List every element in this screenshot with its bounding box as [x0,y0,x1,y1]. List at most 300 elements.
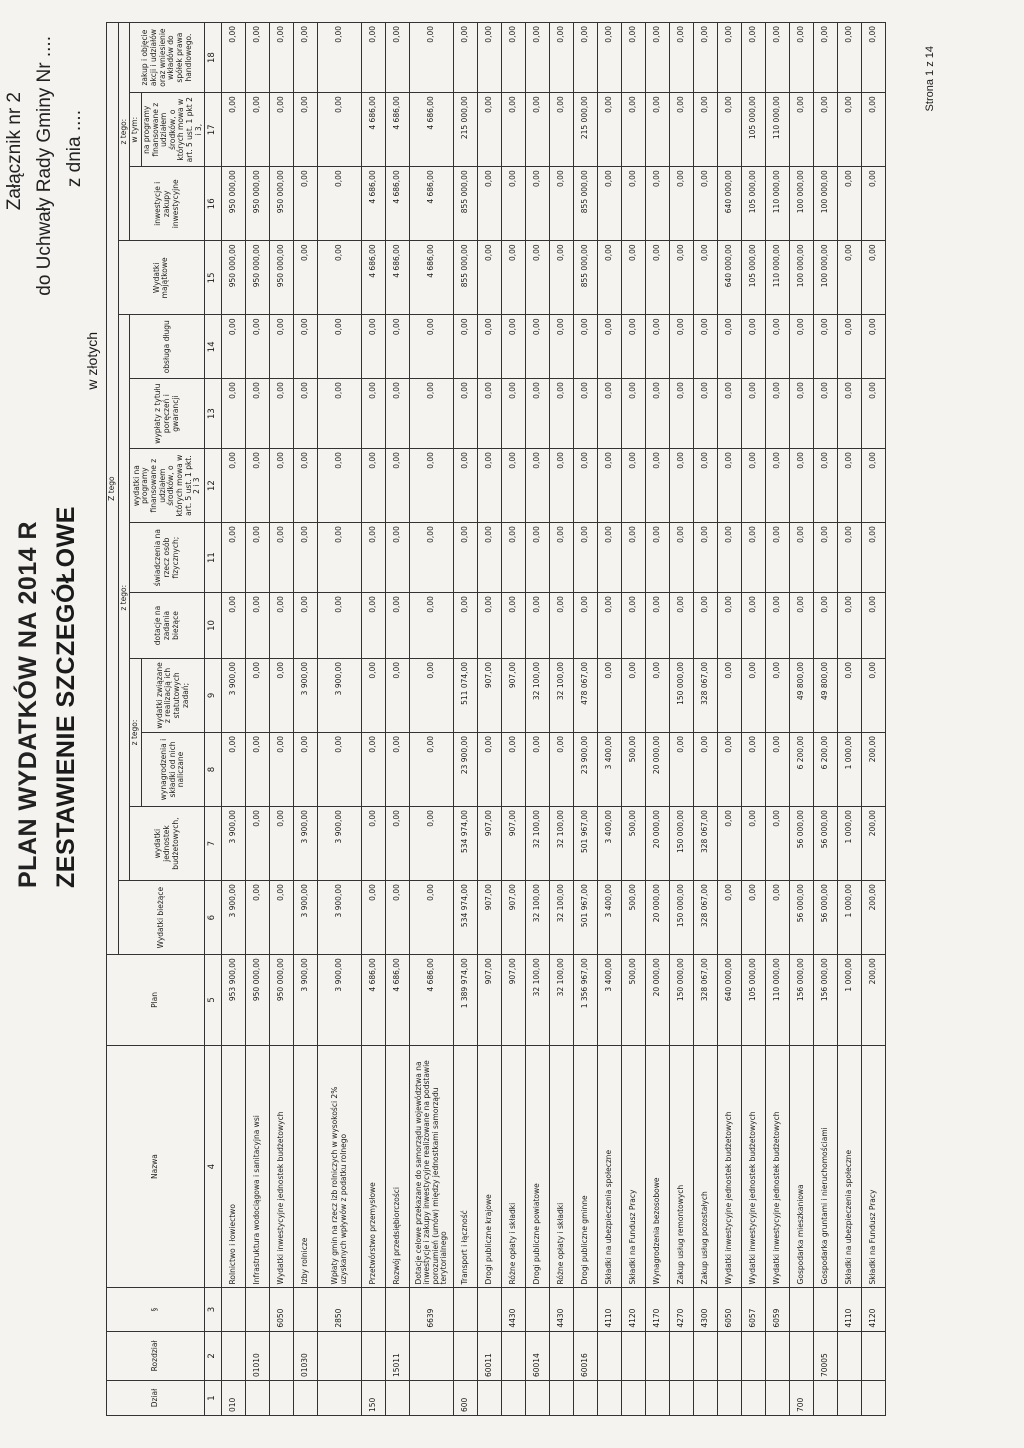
cell-wynagrodzenia: 0,00 [718,732,742,806]
cell-nazwa: Wydatki inwestycyjne jednostek budżetowych [766,1045,790,1288]
cell-wydatki-biezace: 500,00 [622,881,646,955]
header-dotacje: dotacje na zadania bieżące [130,593,205,659]
cell-dzial [386,1381,410,1416]
cell-obsluga-dlugu: 0,00 [550,315,574,379]
cell-na-programy: 105 000,00 [742,93,766,167]
cell-swiadczenia: 0,00 [526,523,550,593]
cell-wynagrodzenia: 0,00 [362,732,386,806]
cell-nazwa: Zakup usług remontowych [670,1045,694,1288]
cell-plan: 105 000,00 [742,955,766,1046]
header-nazwa: Nazwa [107,1045,205,1288]
cell-wydatki-majatkowe: 950 000,00 [270,241,294,315]
cell-wynagrodzenia: 0,00 [550,732,574,806]
cell-na-programy: 0,00 [502,93,526,167]
cell-wydatki-biezace: 56 000,00 [790,881,814,955]
cell-wydatki-biezace: 3 900,00 [318,881,362,955]
cell-na-programy: 0,00 [270,93,294,167]
cell-paragraf: 6050 [718,1288,742,1331]
column-number: 1 [205,1381,222,1416]
cell-inwestycje: 0,00 [550,167,574,241]
cell-obsluga-dlugu: 0,00 [646,315,670,379]
cell-wydatki-programy: 0,00 [294,449,318,523]
cell-wydatki-jednostek: 328 067,00 [694,807,718,881]
cell-dzial [598,1381,622,1416]
cell-wydatki-majatkowe: 105 000,00 [742,241,766,315]
cell-wynagrodzenia: 0,00 [318,732,362,806]
cell-na-programy: 0,00 [646,93,670,167]
cell-obsluga-dlugu: 0,00 [622,315,646,379]
cell-inwestycje: 4 686,00 [410,167,454,241]
cell-wyplaty: 0,00 [526,379,550,449]
cell-nazwa: Wpłaty gmin na rzecz izb rolniczych w wysokości 2% uzyskanych wpływów z podatku rolnego [318,1045,362,1288]
cell-inwestycje: 640 000,00 [718,167,742,241]
cell-nazwa: Wydatki inwestycyjne jednostek budżetowych [718,1045,742,1288]
cell-wyplaty: 0,00 [550,379,574,449]
cell-wydatki-majatkowe: 0,00 [694,241,718,315]
table-row [694,23,718,1416]
table-row [718,23,742,1416]
header-w-tym: w tym: [130,93,142,167]
cell-wyplaty: 0,00 [670,379,694,449]
cell-wydatki-jednostek: 56 000,00 [790,807,814,881]
header-wynagrodzenia: wynagrodzenia i składki od nich naliczane [141,732,204,806]
cell-nazwa: Przetwórstwo przemysłowe [362,1045,386,1288]
currency-label: w złotych [84,332,100,390]
cell-inwestycje: 855 000,00 [454,167,478,241]
cell-wyplaty: 0,00 [598,379,622,449]
cell-wydatki-biezace: 0,00 [386,881,410,955]
cell-inwestycje: 0,00 [670,167,694,241]
cell-dotacje: 0,00 [294,593,318,659]
column-number: 11 [205,523,222,593]
cell-wydatki-majatkowe: 4 686,00 [386,241,410,315]
cell-nazwa: Składki na Fundusz Pracy [862,1045,886,1288]
cell-swiadczenia: 0,00 [246,523,270,593]
column-number: 12 [205,449,222,523]
cell-wyplaty: 0,00 [862,379,886,449]
header-paragraf: § [107,1288,205,1331]
column-number: 6 [205,881,222,955]
cell-wydatki-majatkowe: 0,00 [670,241,694,315]
cell-obsluga-dlugu: 0,00 [838,315,862,379]
cell-inwestycje: 0,00 [646,167,670,241]
cell-zakup-akcji: 0,00 [862,23,886,93]
cell-obsluga-dlugu: 0,00 [598,315,622,379]
cell-swiadczenia: 0,00 [222,523,246,593]
cell-zakup-akcji: 0,00 [694,23,718,93]
cell-wydatki-zwiazane: 0,00 [766,658,790,732]
cell-wynagrodzenia: 0,00 [502,732,526,806]
header-inwestycje: inwestycje i zakupy inwestycyjne [130,167,205,241]
cell-dzial [270,1381,294,1416]
cell-wyplaty: 0,00 [574,379,598,449]
cell-obsluga-dlugu: 0,00 [790,315,814,379]
header-z-tego: Z tego [107,23,119,955]
cell-rozdzial [622,1331,646,1380]
cell-wyplaty: 0,00 [622,379,646,449]
cell-paragraf: 4270 [670,1288,694,1331]
cell-plan: 500,00 [622,955,646,1046]
cell-zakup-akcji: 0,00 [410,23,454,93]
cell-dzial [718,1381,742,1416]
cell-wynagrodzenia: 23 900,00 [454,732,478,806]
cell-wydatki-programy: 0,00 [670,449,694,523]
cell-nazwa: Rolnictwo i łowiectwo [222,1045,246,1288]
cell-wydatki-zwiazane: 49 800,00 [814,658,838,732]
cell-zakup-akcji: 0,00 [526,23,550,93]
cell-wydatki-zwiazane: 0,00 [362,658,386,732]
cell-zakup-akcji: 0,00 [294,23,318,93]
cell-swiadczenia: 0,00 [646,523,670,593]
cell-wyplaty: 0,00 [790,379,814,449]
cell-wydatki-jednostek: 32 100,00 [526,807,550,881]
cell-rozdzial: 60014 [526,1331,550,1380]
cell-wydatki-majatkowe: 640 000,00 [718,241,742,315]
cell-zakup-akcji: 0,00 [246,23,270,93]
cell-zakup-akcji: 0,00 [670,23,694,93]
cell-plan: 640 000,00 [718,955,742,1046]
cell-zakup-akcji: 0,00 [478,23,502,93]
cell-dzial [862,1381,886,1416]
cell-wynagrodzenia: 200,00 [862,732,886,806]
cell-rozdzial [670,1331,694,1380]
cell-wydatki-programy: 0,00 [550,449,574,523]
cell-nazwa: Gospodarka gruntami i nieruchomościami [814,1045,838,1288]
cell-wydatki-programy: 0,00 [362,449,386,523]
cell-rozdzial [862,1331,886,1380]
table-row [270,23,294,1416]
cell-wynagrodzenia: 0,00 [270,732,294,806]
cell-wydatki-programy: 0,00 [814,449,838,523]
cell-plan: 4 686,00 [410,955,454,1046]
cell-swiadczenia: 0,00 [622,523,646,593]
cell-wydatki-majatkowe: 950 000,00 [246,241,270,315]
cell-plan: 32 100,00 [550,955,574,1046]
header-wydatki-jednostek: wydatki jednostek budżetowych, [130,807,205,881]
cell-obsluga-dlugu: 0,00 [362,315,386,379]
cell-dotacje: 0,00 [454,593,478,659]
cell-wydatki-programy: 0,00 [318,449,362,523]
cell-wydatki-jednostek: 3 900,00 [222,807,246,881]
cell-wynagrodzenia: 0,00 [246,732,270,806]
cell-wydatki-majatkowe: 0,00 [550,241,574,315]
cell-wyplaty: 0,00 [386,379,410,449]
cell-wydatki-biezace: 20 000,00 [646,881,670,955]
cell-plan: 110 000,00 [766,955,790,1046]
cell-wynagrodzenia: 6 200,00 [790,732,814,806]
column-number: 4 [205,1045,222,1288]
date-label: z dnia .... [64,110,85,188]
cell-wynagrodzenia: 23 900,00 [574,732,598,806]
cell-swiadczenia: 0,00 [478,523,502,593]
cell-nazwa: Izby rolnicze [294,1045,318,1288]
cell-plan: 950 000,00 [270,955,294,1046]
cell-wyplaty: 0,00 [270,379,294,449]
cell-dzial [478,1381,502,1416]
cell-plan: 3 900,00 [318,955,362,1046]
cell-paragraf [362,1288,386,1331]
cell-wynagrodzenia: 0,00 [294,732,318,806]
cell-wydatki-zwiazane: 150 000,00 [670,658,694,732]
cell-rozdzial: 15011 [386,1331,410,1380]
cell-nazwa: Transport i łączność [454,1045,478,1288]
cell-wydatki-zwiazane: 0,00 [646,658,670,732]
cell-nazwa: Składki na ubezpieczenia społeczne [598,1045,622,1288]
cell-dzial: 600 [454,1381,478,1416]
cell-nazwa: Drogi publiczne gminne [574,1045,598,1288]
cell-nazwa: Drogi publiczne krajowe [478,1045,502,1288]
cell-wydatki-biezace: 0,00 [246,881,270,955]
cell-na-programy: 0,00 [790,93,814,167]
cell-inwestycje: 0,00 [526,167,550,241]
table-row [742,23,766,1416]
cell-wydatki-biezace: 0,00 [362,881,386,955]
cell-na-programy: 0,00 [246,93,270,167]
table-row [646,23,670,1416]
header-plan: Plan [107,955,205,1046]
cell-wynagrodzenia: 3 400,00 [598,732,622,806]
cell-na-programy: 0,00 [478,93,502,167]
cell-swiadczenia: 0,00 [598,523,622,593]
cell-wydatki-biezace: 0,00 [270,881,294,955]
cell-wydatki-programy: 0,00 [694,449,718,523]
expenditure-table [106,22,886,1416]
cell-rozdzial [718,1331,742,1380]
cell-inwestycje: 0,00 [862,167,886,241]
cell-plan: 150 000,00 [670,955,694,1046]
cell-paragraf: 4430 [550,1288,574,1331]
cell-paragraf: 2850 [318,1288,362,1331]
cell-plan: 156 000,00 [814,955,838,1046]
cell-na-programy: 110 000,00 [766,93,790,167]
cell-na-programy: 0,00 [222,93,246,167]
cell-swiadczenia: 0,00 [670,523,694,593]
cell-obsluga-dlugu: 0,00 [294,315,318,379]
cell-wydatki-jednostek: 20 000,00 [646,807,670,881]
cell-zakup-akcji: 0,00 [718,23,742,93]
cell-swiadczenia: 0,00 [410,523,454,593]
cell-wydatki-jednostek: 150 000,00 [670,807,694,881]
cell-wydatki-majatkowe: 0,00 [294,241,318,315]
cell-nazwa: Infrastruktura wodociągowa i sanitacyjna wsi [246,1045,270,1288]
cell-dotacje: 0,00 [862,593,886,659]
column-number: 3 [205,1288,222,1331]
cell-dotacje: 0,00 [622,593,646,659]
cell-wydatki-zwiazane: 907,00 [502,658,526,732]
cell-wydatki-jednostek: 0,00 [362,807,386,881]
cell-rozdzial [646,1331,670,1380]
column-number: 7 [205,807,222,881]
cell-wynagrodzenia: 1 000,00 [838,732,862,806]
cell-rozdzial [362,1331,386,1380]
cell-dotacje: 0,00 [246,593,270,659]
cell-plan: 1 000,00 [838,955,862,1046]
cell-nazwa: Wydatki inwestycyjne jednostek budżetowych [742,1045,766,1288]
cell-swiadczenia: 0,00 [362,523,386,593]
cell-rozdzial: 01030 [294,1331,318,1380]
cell-wyplaty: 0,00 [718,379,742,449]
cell-swiadczenia: 0,00 [454,523,478,593]
cell-na-programy: 0,00 [838,93,862,167]
cell-na-programy: 0,00 [694,93,718,167]
cell-obsluga-dlugu: 0,00 [502,315,526,379]
header-wydatki-zwiazane: wydatki związane z realizacją ich statutowych zadań; [141,658,204,732]
cell-wydatki-jednostek: 3 900,00 [318,807,362,881]
cell-zakup-akcji: 0,00 [790,23,814,93]
table-row [790,23,814,1416]
column-number: 15 [205,241,222,315]
cell-dzial [502,1381,526,1416]
cell-dzial [318,1381,362,1416]
cell-wynagrodzenia: 20 000,00 [646,732,670,806]
page-number: Strona 1 z 14 [924,46,936,112]
cell-dzial [814,1381,838,1416]
cell-wydatki-biezace: 328 067,00 [694,881,718,955]
cell-wynagrodzenia: 0,00 [222,732,246,806]
cell-inwestycje: 0,00 [694,167,718,241]
cell-na-programy: 0,00 [526,93,550,167]
cell-swiadczenia: 0,00 [766,523,790,593]
header-wyplaty: wypłaty z tytułu poręczeń i gwarancji [130,379,205,449]
cell-rozdzial: 60011 [478,1331,502,1380]
header-z-tego-majatkowe: z tego: [118,23,130,241]
cell-nazwa: Rozwój przedsiębiorczości [386,1045,410,1288]
cell-wydatki-jednostek: 0,00 [742,807,766,881]
cell-dzial [574,1381,598,1416]
cell-dotacje: 0,00 [790,593,814,659]
cell-wydatki-programy: 0,00 [502,449,526,523]
cell-na-programy: 215 000,00 [574,93,598,167]
cell-wydatki-jednostek: 56 000,00 [814,807,838,881]
cell-wydatki-programy: 0,00 [646,449,670,523]
cell-swiadczenia: 0,00 [270,523,294,593]
header-zakup-akcji: zakup i objęcie akcji i udziałów oraz wniesienie wkładów do spółek prawa handlowego. [130,23,205,93]
header-wydatki-majatkowe: Wydatki majątkowe [118,241,205,315]
cell-dotacje: 0,00 [718,593,742,659]
cell-na-programy: 0,00 [622,93,646,167]
cell-paragraf: 4110 [838,1288,862,1331]
cell-wyplaty: 0,00 [646,379,670,449]
table-row [454,23,478,1416]
cell-wydatki-jednostek: 534 974,00 [454,807,478,881]
table-row [222,23,246,1416]
cell-swiadczenia: 0,00 [742,523,766,593]
cell-wydatki-zwiazane: 32 100,00 [526,658,550,732]
cell-obsluga-dlugu: 0,00 [526,315,550,379]
cell-wydatki-zwiazane: 478 067,00 [574,658,598,732]
cell-dotacje: 0,00 [478,593,502,659]
cell-wydatki-biezace: 0,00 [742,881,766,955]
cell-wynagrodzenia: 0,00 [670,732,694,806]
cell-plan: 32 100,00 [526,955,550,1046]
cell-wydatki-zwiazane: 0,00 [270,658,294,732]
cell-wydatki-jednostek: 907,00 [478,807,502,881]
document-subtitle: ZESTAWIENIE SZCZEGÓŁOWE [52,506,80,888]
cell-zakup-akcji: 0,00 [550,23,574,93]
cell-plan: 953 900,00 [222,955,246,1046]
cell-inwestycje: 100 000,00 [814,167,838,241]
table-row [622,23,646,1416]
table-row [862,23,886,1416]
column-number: 10 [205,593,222,659]
cell-wydatki-majatkowe: 100 000,00 [790,241,814,315]
resolution-label: do Uchwały Rady Gminy Nr .... [34,36,55,296]
cell-na-programy: 0,00 [294,93,318,167]
cell-swiadczenia: 0,00 [790,523,814,593]
cell-wydatki-biezace: 56 000,00 [814,881,838,955]
cell-wydatki-jednostek: 0,00 [246,807,270,881]
cell-wydatki-majatkowe: 0,00 [318,241,362,315]
cell-wydatki-zwiazane: 0,00 [718,658,742,732]
table-row [246,23,270,1416]
header-wydatki-biezace: Wydatki bieżące [118,881,205,955]
cell-wydatki-zwiazane: 49 800,00 [790,658,814,732]
cell-na-programy: 215 000,00 [454,93,478,167]
cell-rozdzial [766,1331,790,1380]
cell-obsluga-dlugu: 0,00 [694,315,718,379]
cell-wydatki-jednostek: 200,00 [862,807,886,881]
cell-wydatki-programy: 0,00 [790,449,814,523]
cell-wydatki-majatkowe: 0,00 [478,241,502,315]
cell-wydatki-jednostek: 0,00 [766,807,790,881]
cell-wydatki-programy: 0,00 [622,449,646,523]
cell-wydatki-programy: 0,00 [718,449,742,523]
cell-plan: 1 389 974,00 [454,955,478,1046]
cell-inwestycje: 950 000,00 [270,167,294,241]
cell-zakup-akcji: 0,00 [386,23,410,93]
cell-dzial [622,1381,646,1416]
cell-wydatki-programy: 0,00 [270,449,294,523]
cell-wydatki-biezace: 0,00 [410,881,454,955]
cell-wynagrodzenia: 0,00 [766,732,790,806]
cell-dotacje: 0,00 [270,593,294,659]
table-row [814,23,838,1416]
cell-paragraf [386,1288,410,1331]
cell-swiadczenia: 0,00 [550,523,574,593]
cell-dotacje: 0,00 [670,593,694,659]
table-row [550,23,574,1416]
cell-plan: 3 400,00 [598,955,622,1046]
cell-paragraf [814,1288,838,1331]
cell-wyplaty: 0,00 [742,379,766,449]
document-title: PLAN WYDATKÓW NA 2014 R [14,520,42,888]
cell-na-programy: 0,00 [550,93,574,167]
cell-rozdzial [410,1331,454,1380]
cell-swiadczenia: 0,00 [694,523,718,593]
cell-paragraf: 4430 [502,1288,526,1331]
header-wydatki-programy: wydatki na programy finansowane z udziałem środków, o których mowa w art. 5 ust. 1 pkt. 2 i 3 [130,449,205,523]
cell-dzial: 010 [222,1381,246,1416]
cell-obsluga-dlugu: 0,00 [742,315,766,379]
cell-na-programy: 4 686,00 [386,93,410,167]
cell-na-programy: 0,00 [318,93,362,167]
cell-wydatki-biezace: 32 100,00 [550,881,574,955]
cell-wydatki-zwiazane: 3 900,00 [318,658,362,732]
cell-zakup-akcji: 0,00 [318,23,362,93]
cell-wydatki-zwiazane: 0,00 [386,658,410,732]
cell-dotacje: 0,00 [318,593,362,659]
cell-na-programy: 4 686,00 [362,93,386,167]
cell-zakup-akcji: 0,00 [362,23,386,93]
cell-paragraf [222,1288,246,1331]
cell-inwestycje: 0,00 [838,167,862,241]
cell-dzial [526,1381,550,1416]
cell-wyplaty: 0,00 [694,379,718,449]
cell-plan: 20 000,00 [646,955,670,1046]
column-number: 18 [205,23,222,93]
cell-wydatki-programy: 0,00 [574,449,598,523]
header-swiadczenia: świadczenia na rzecz osób fizycznych; [130,523,205,593]
